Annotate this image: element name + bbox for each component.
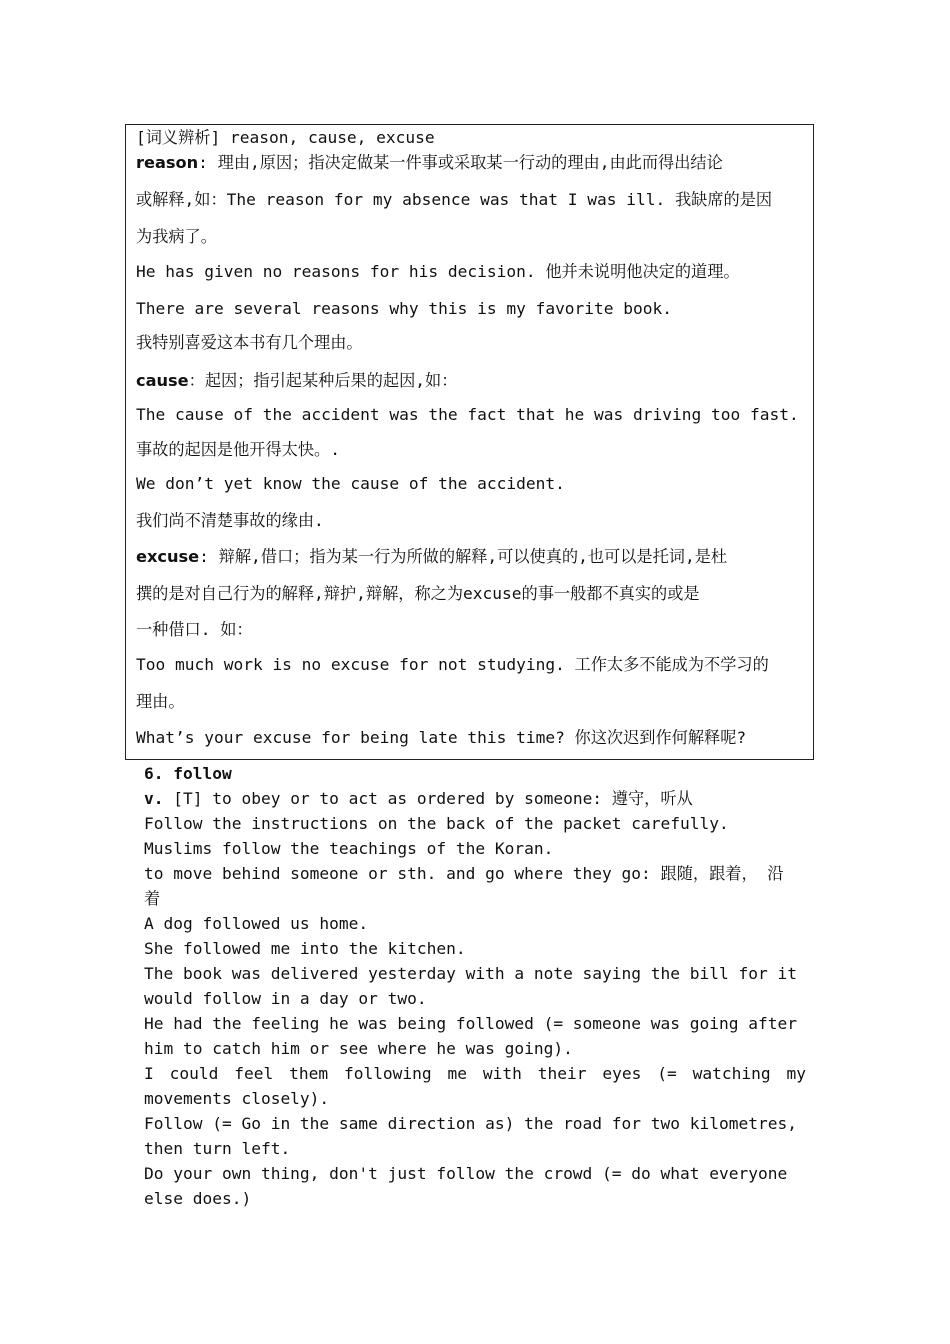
word: (= bbox=[657, 1064, 677, 1083]
part-of-speech: v. bbox=[144, 789, 164, 808]
follow-sense-2-continued: 着 bbox=[144, 889, 161, 908]
cause-definition: cause：起因；指引起某种后果的起因,如： bbox=[136, 371, 458, 390]
follow-example-6-continued: him to catch him or see where he was going). bbox=[144, 1039, 573, 1058]
follow-example-2: Muslims follow the teachings of the Koran. bbox=[144, 839, 554, 858]
follow-example-5-continued: would follow in a day or two. bbox=[144, 989, 427, 1008]
cause-example-2-translation: 我们尚不清楚事故的缘由. bbox=[136, 511, 324, 530]
follow-example-8: Follow (= Go in the same direction as) the road for two kilometres, bbox=[144, 1114, 797, 1133]
word: eyes bbox=[602, 1064, 642, 1083]
reason-definition-line-2: 或解释,如：The reason for my absence was that I was ill. 我缺席的是因 bbox=[136, 190, 773, 209]
follow-example-5: The book was delivered yesterday with a note saying the bill for it bbox=[144, 964, 797, 983]
word: my bbox=[786, 1064, 806, 1083]
word: watching bbox=[692, 1064, 771, 1083]
cause-example-1: The cause of the accident was the fact that he was driving too fast. bbox=[136, 405, 799, 424]
follow-sense-2: to move behind someone or sth. and go where they go: 跟随，跟着， 沿 bbox=[144, 864, 784, 883]
excuse-definition-line-2: 撰的是对自己行为的解释,辩护,辩解，称之为excuse的事一般都不真实的或是 bbox=[136, 584, 700, 603]
follow-example-9-continued: else does.) bbox=[144, 1189, 252, 1208]
follow-example-3: A dog followed us home. bbox=[144, 914, 369, 933]
reason-example-2: There are several reasons why this is my favorite book. bbox=[136, 299, 673, 318]
follow-example-8-continued: then turn left. bbox=[144, 1139, 291, 1158]
word: them bbox=[289, 1064, 329, 1083]
reason-example-1: He has given no reasons for his decision. 他并未说明他决定的道理。 bbox=[136, 262, 740, 281]
follow-example-9: Do your own thing, don't just follow the crowd (= do what everyone bbox=[144, 1164, 788, 1183]
excuse-example-1: Too much work is no excuse for not studying. 工作太多不能成为不学习的 bbox=[136, 655, 769, 674]
follow-heading: 6. follow bbox=[144, 764, 232, 783]
cause-example-1-translation: 事故的起因是他开得太快。. bbox=[136, 440, 340, 459]
reason-definition-line-3: 为我病了。 bbox=[136, 227, 217, 246]
follow-example-7 bbox=[144, 1064, 806, 1084]
word: following bbox=[343, 1064, 432, 1083]
cause-term: cause bbox=[136, 371, 189, 390]
follow-sense-1: v. [T] to obey or to act as ordered by someone: 遵守，听从 bbox=[144, 789, 693, 808]
follow-example-6: He had the feeling he was being followed (= someone was going after bbox=[144, 1014, 797, 1033]
word: me bbox=[447, 1064, 468, 1083]
word: could bbox=[169, 1064, 219, 1083]
reason-term: reason bbox=[136, 153, 199, 172]
excuse-definition-line-3: 一种借口. 如： bbox=[136, 620, 253, 639]
word: with bbox=[482, 1064, 522, 1083]
excuse-definition-line-1: excuse: 辩解,借口；指为某一行为所做的解释,可以使真的,也可以是托词,是杜 bbox=[136, 547, 728, 566]
reason-example-2-translation: 我特别喜爱这本书有几个理由。 bbox=[136, 333, 363, 352]
excuse-example-1-continued: 理由。 bbox=[136, 692, 185, 711]
excuse-example-2: What’s your excuse for being late this time? 你这次迟到作何解释呢? bbox=[136, 728, 747, 747]
word: I bbox=[144, 1064, 154, 1083]
reason-definition-line-1: reason: 理由,原因；指决定做某一件事或采取某一行动的理由,由此而得出结论 bbox=[136, 153, 723, 172]
box-heading: [词义辨析] reason, cause, excuse bbox=[136, 128, 435, 147]
excuse-term: excuse bbox=[136, 547, 200, 566]
follow-example-7-continued: movements closely). bbox=[144, 1089, 330, 1108]
word: their bbox=[537, 1064, 587, 1083]
word: feel bbox=[234, 1064, 274, 1083]
follow-example-1: Follow the instructions on the back of the packet carefully. bbox=[144, 814, 729, 833]
cause-example-2: We don’t yet know the cause of the accident. bbox=[136, 474, 565, 493]
follow-example-4: She followed me into the kitchen. bbox=[144, 939, 466, 958]
